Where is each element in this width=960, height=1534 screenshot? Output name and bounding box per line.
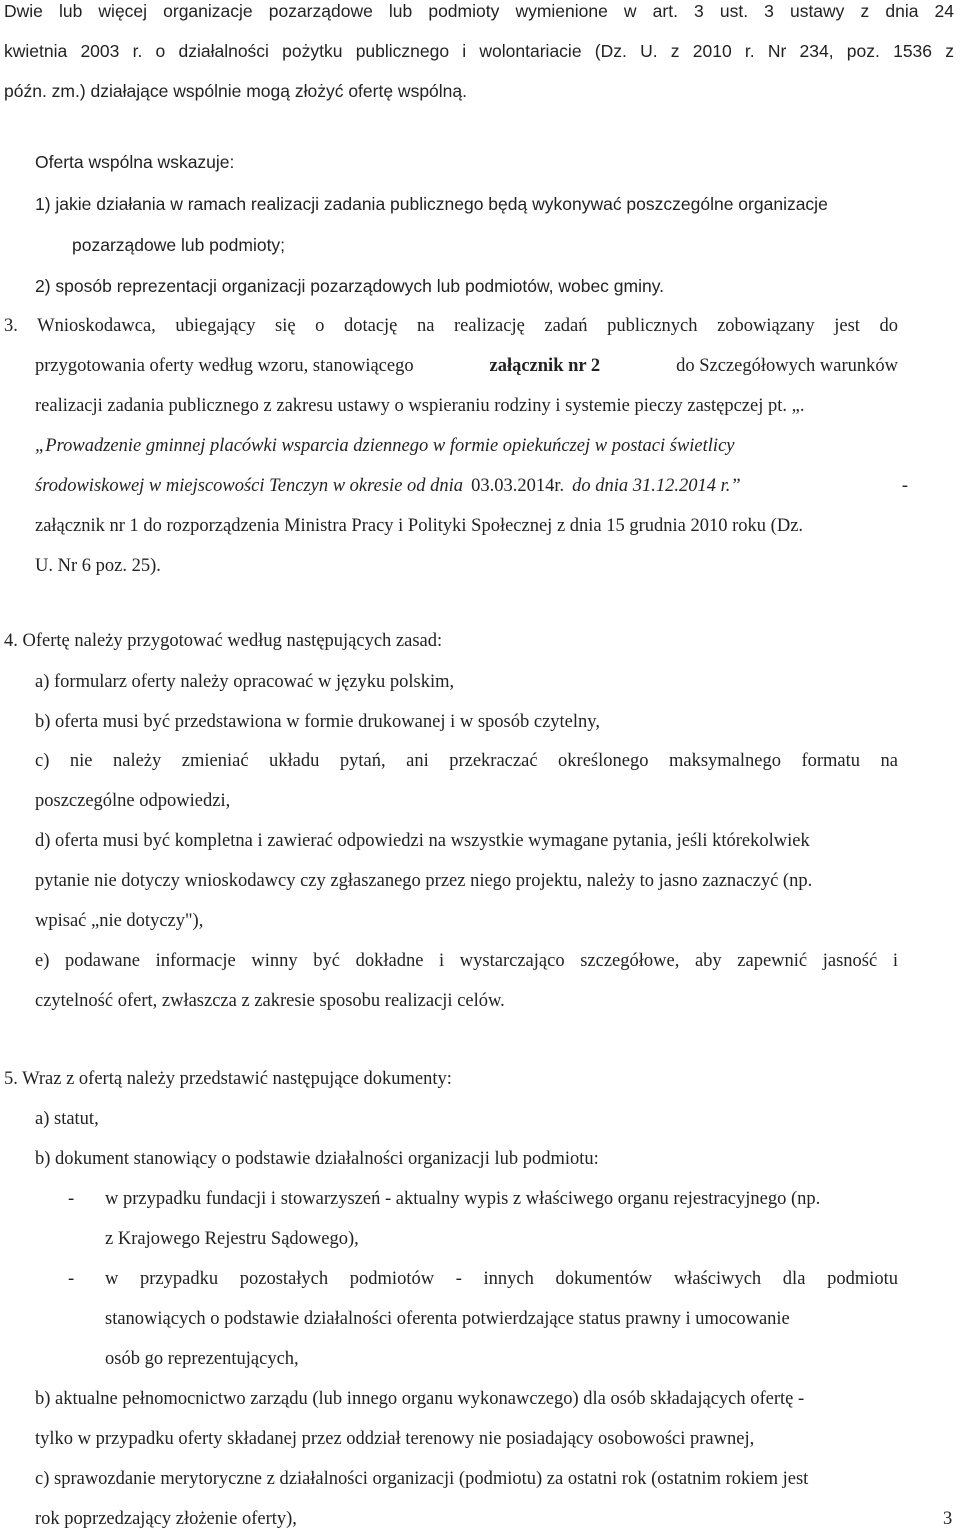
section-4-item-e-cont: czytelność ofert, zwłaszcza z zakresie sposobu realizacji celów. bbox=[35, 991, 505, 1011]
section-4-item-d: d) oferta musi być kompletna i zawierać odpowiedzi na wszystkie wymagane pytania, jeśli którekolwiek bbox=[35, 831, 810, 851]
section-5-heading: 5. Wraz z ofertą należy przedstawić następujące dokumenty: bbox=[4, 1069, 452, 1089]
section-4-item-e bbox=[35, 950, 898, 972]
section-3-line bbox=[35, 355, 898, 377]
section-4-item-a: a) formularz oferty należy opracować w języku polskim, bbox=[35, 672, 455, 692]
task-title-text: środowiskowej w miejscowości Tenczyn w okresie od dnia bbox=[35, 476, 464, 496]
section-5-item-b: b) dokument stanowiący o podstawie działalności organizacji lub podmiotu: bbox=[35, 1149, 599, 1169]
joint-offer-item-1: 1) jakie działania w ramach realizacji zadania publicznego będą wykonywać poszczególne organizacje bbox=[35, 194, 828, 214]
section-5-item-c-cont: rok poprzedzający złożenie oferty), bbox=[35, 1509, 297, 1529]
section-5-sub-item-1: w przypadku fundacji i stowarzyszeń - aktualny wypis z właściwego organu rejestracyjnego (np. bbox=[105, 1189, 821, 1209]
section-4-text: c) nie należy zmieniać układu pytań, ani przekraczać określonego maksymalnego formatu na bbox=[35, 751, 898, 771]
intro-line bbox=[4, 40, 954, 62]
section-4-item-c bbox=[35, 750, 898, 772]
section-3-text: 3. Wnioskodawca, ubiegający się o dotację na realizację zadań publicznych zobowiązany jest do bbox=[4, 316, 898, 336]
section-3-line: U. Nr 6 poz. 25). bbox=[35, 556, 161, 576]
intro-line bbox=[4, 80, 467, 102]
section-3-text: przygotowania oferty według wzoru, stanowiącego bbox=[35, 356, 414, 376]
list-dash: - bbox=[68, 1269, 75, 1289]
section-4-text: e) podawane informacje winny być dokładne i wystarczająco szczegółowe, aby zapewnić jasność i bbox=[35, 951, 898, 971]
section-3-text: do Szczegółowych warunków bbox=[676, 356, 898, 376]
section-5-item-b-power-of-attorney: b) aktualne pełnomocnictwo zarządu (lub innego organu wykonawczego) dla osób składających ofertę - bbox=[35, 1389, 805, 1409]
intro-text: późn. zm.) działające wspólnie mogą złożyć ofertę wspólną. bbox=[4, 81, 467, 101]
joint-offer-heading: Oferta wspólna wskazuje: bbox=[35, 152, 235, 172]
section-4-item-d-cont: pytanie nie dotyczy wnioskodawcy czy zgłaszanego przez niego projektu, należy to jasno zaznaczyć (np. bbox=[35, 871, 813, 891]
section-5-item-c: c) sprawozdanie merytoryczne z działalności organizacji (podmiotu) za ostatni rok (ostatnim rokiem jest bbox=[35, 1469, 809, 1489]
section-5-sub-item-2-cont: stanowiących o podstawie działalności oferenta potwierdzające status prawny i umocowanie bbox=[105, 1309, 790, 1329]
section-4-item-b: b) oferta musi być przedstawiona w formie drukowanej i w sposób czytelny, bbox=[35, 712, 600, 732]
section-5-item-b-power-of-attorney-cont: tylko w przypadku oferty składanej przez oddział terenowy nie posiadający osobowości prawnej, bbox=[35, 1429, 755, 1449]
section-3-line: realizacji zadania publicznego z zakresu ustawy o wspieraniu rodziny i systemie pieczy zastępczej pt. „. bbox=[35, 396, 805, 416]
intro-text: Dwie lub więcej organizacje pozarządowe lub podmioty wymienione w art. 3 ust. 3 ustawy z dnia 24 bbox=[4, 1, 954, 21]
section-5-text: w przypadku pozostałych podmiotów - innych dokumentów właściwych dla podmiotu bbox=[105, 1269, 898, 1289]
task-title-line: „Prowadzenie gminnej placówki wsparcia dziennego w formie opiekuńczej w postaci świetlicy bbox=[35, 436, 735, 456]
section-4-item-d-cont: wpisać „nie dotyczy"), bbox=[35, 911, 204, 931]
intro-line bbox=[4, 0, 954, 22]
page-number: 3 bbox=[943, 1509, 953, 1529]
list-dash: - bbox=[68, 1189, 75, 1209]
intro-text: kwietnia 2003 r. o działalności pożytku publicznego i wolontariacie (Dz. U. z 2010 r. Nr 234, poz. 1536 z bbox=[4, 41, 954, 61]
section-4-item-c-cont: poszczególne odpowiedzi, bbox=[35, 791, 231, 811]
attachment-2-reference: załącznik nr 2 bbox=[489, 356, 601, 376]
section-5-sub-item-2-cont: osób go reprezentujących, bbox=[105, 1349, 299, 1369]
section-4-heading: 4. Ofertę należy przygotować według następujących zasad: bbox=[4, 631, 443, 651]
section-5-sub-item-1-cont: z Krajowego Rejestru Sądowego), bbox=[105, 1229, 359, 1249]
section-3-line bbox=[4, 315, 898, 337]
joint-offer-item-1-cont: pozarządowe lub podmioty; bbox=[72, 235, 286, 255]
end-date: do dnia 31.12.2014 r.” bbox=[572, 476, 741, 496]
task-title-line bbox=[35, 475, 908, 497]
section-5-sub-item-2 bbox=[105, 1268, 898, 1290]
section-5-item-a: a) statut, bbox=[35, 1109, 99, 1129]
start-date: 03.03.2014r. bbox=[471, 476, 565, 496]
dash: - bbox=[901, 476, 908, 496]
joint-offer-item-2: 2) sposób reprezentacji organizacji pozarządowych lub podmiotów, wobec gminy. bbox=[35, 276, 665, 296]
section-3-line: załącznik nr 1 do rozporządzenia Ministra Pracy i Polityki Społecznej z dnia 15 grudnia 2010 roku (Dz. bbox=[35, 516, 804, 536]
